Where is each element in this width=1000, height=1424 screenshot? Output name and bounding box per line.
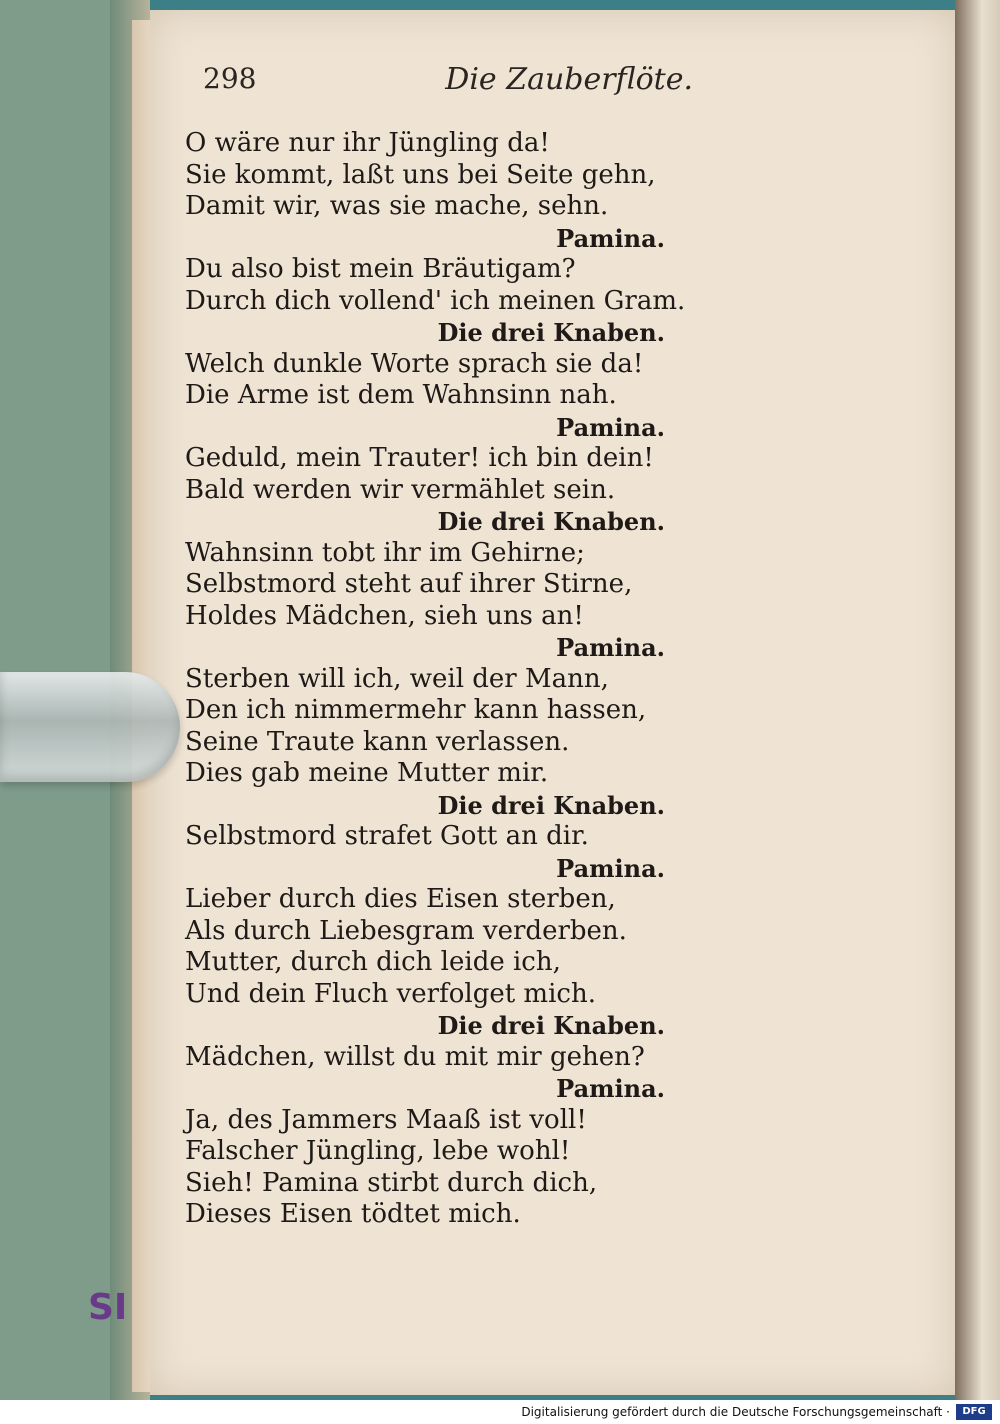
bleed-through-text xyxy=(698,140,938,1340)
library-stamp: SI xyxy=(88,1287,128,1328)
verse-line: Mädchen, willst du mit mir gehen? xyxy=(185,1041,645,1072)
running-title: Die Zauberflöte. xyxy=(445,62,693,97)
verse-line: Welch dunkle Worte sprach sie da! xyxy=(185,348,644,379)
verse-line: Holdes Mädchen, sieh uns an! xyxy=(185,600,584,631)
speaker-name: Die drei Knaben. xyxy=(437,507,665,536)
verse-line: Die Arme ist dem Wahnsinn nah. xyxy=(185,380,617,410)
verse-line: Ja, des Jammers Maaß ist voll! xyxy=(185,1104,587,1135)
verse-line: Selbstmord strafet Gott an dir. xyxy=(185,821,589,851)
verse-line: Als durch Liebesgram verderben. xyxy=(185,915,627,946)
speaker-name: Die drei Knaben. xyxy=(437,790,665,820)
speaker-name: Pamina. xyxy=(556,1074,665,1103)
verse-line: Den ich nimmermehr kann hassen, xyxy=(185,695,647,725)
verse-line: Und dein Fluch verfolget mich. xyxy=(185,978,596,1009)
speaker-name: Die drei Knaben. xyxy=(437,1011,665,1040)
verse-line: Durch dich vollend' ich meinen Gram. xyxy=(185,285,686,316)
verse-line: Damit wir, was sie mache, sehn. xyxy=(185,191,609,221)
speaker-name: Pamina. xyxy=(556,853,665,883)
libretto-text xyxy=(185,128,685,1231)
verse-line: Dies gab meine Mutter mir. xyxy=(185,758,549,788)
verse-line: Wahnsinn tobt ihr im Gehirne; xyxy=(185,537,585,568)
dfg-logo-icon: DFG xyxy=(956,1404,992,1420)
speaker-name: Pamina. xyxy=(556,223,665,253)
footer-credit: Digitalisierung gefördert durch die Deutsche Forschungsgemeinschaft · xyxy=(521,1405,950,1419)
verse-line: Sie kommt, laßt uns bei Seite gehn, xyxy=(185,159,656,190)
speaker-name: Die drei Knaben. xyxy=(437,318,665,347)
verse-line: Mutter, durch dich leide ich, xyxy=(185,947,561,977)
verse-line: Seine Traute kann verlassen. xyxy=(185,726,570,757)
page-clip xyxy=(0,672,180,782)
verse-line: Sterben will ich, weil der Mann, xyxy=(185,663,609,694)
speaker-name: Pamina. xyxy=(556,412,665,442)
verse-line: O wäre nur ihr Jüngling da! xyxy=(185,128,550,158)
digitization-footer xyxy=(0,1400,1000,1424)
verse-line: Selbstmord steht auf ihrer Stirne, xyxy=(185,569,633,599)
running-header xyxy=(203,62,693,102)
verse-line: Du also bist mein Bräutigam? xyxy=(185,254,576,284)
speaker-name: Pamina. xyxy=(556,633,665,662)
verse-line: Dieses Eisen tödtet mich. xyxy=(185,1199,521,1229)
verse-line: Lieber durch dies Eisen sterben, xyxy=(185,884,616,914)
page-number: 298 xyxy=(203,62,257,95)
verse-line: Sieh! Pamina stirbt durch dich, xyxy=(185,1167,598,1198)
verse-line: Geduld, mein Trauter! ich bin dein! xyxy=(185,443,654,473)
verse-line: Falscher Jüngling, lebe wohl! xyxy=(185,1136,571,1166)
facing-page-edge xyxy=(955,0,1000,1400)
verse-line: Bald werden wir vermählet sein. xyxy=(185,474,616,505)
